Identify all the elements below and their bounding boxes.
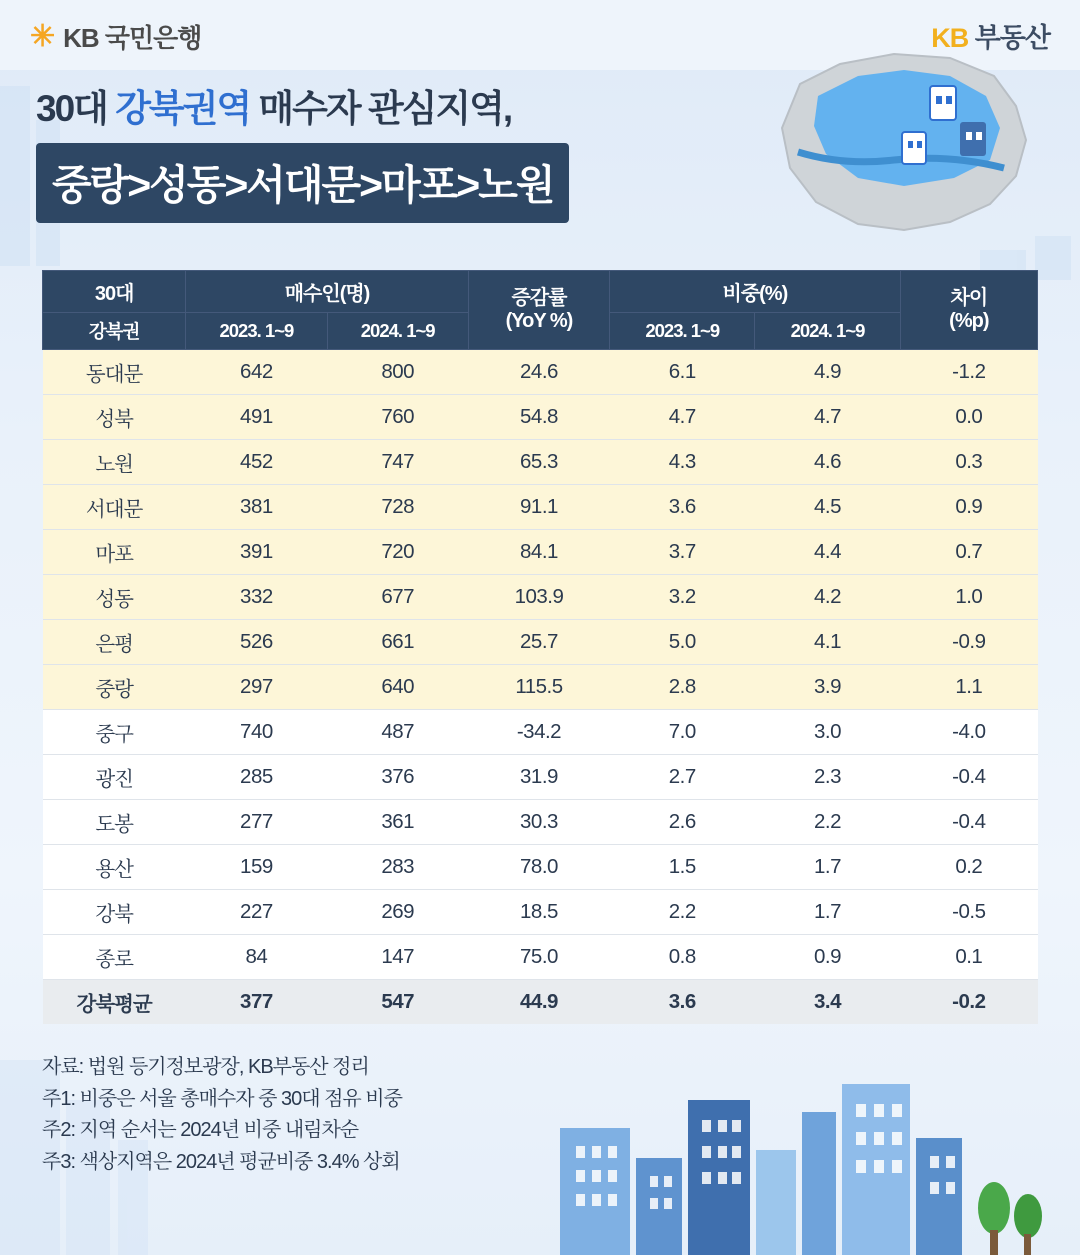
table-row <box>43 710 1038 755</box>
cell-share_2023: 2.2 <box>610 890 755 935</box>
total-cell-share_2024: 3.4 <box>755 980 900 1025</box>
cell-region: 은평 <box>43 620 186 665</box>
cell-buyers_2024: 283 <box>327 845 468 890</box>
cell-buyers_2024: 376 <box>327 755 468 800</box>
cell-buyers_2024: 728 <box>327 485 468 530</box>
th-growth <box>468 271 609 350</box>
table-row <box>43 350 1038 395</box>
note-2: 주2: 지역 순서는 2024년 비중 내림차순 <box>42 1119 359 1142</box>
total-cell-buyers_2024: 547 <box>327 980 468 1025</box>
table-row <box>43 665 1038 710</box>
cell-share_2023: 4.3 <box>610 440 755 485</box>
cell-growth: 25.7 <box>468 620 609 665</box>
cell-buyers_2023: 297 <box>186 665 327 710</box>
cell-diff: 0.7 <box>900 530 1037 575</box>
cell-growth: 78.0 <box>468 845 609 890</box>
th-region-sub: 강북권 <box>43 313 186 350</box>
cell-region: 종로 <box>43 935 186 980</box>
cell-region: 성북 <box>43 395 186 440</box>
cell-diff: -0.9 <box>900 620 1037 665</box>
cell-diff: 0.0 <box>900 395 1037 440</box>
cell-diff: 0.9 <box>900 485 1037 530</box>
cell-region: 광진 <box>43 755 186 800</box>
th-diff <box>900 271 1037 350</box>
cell-region: 성동 <box>43 575 186 620</box>
cell-diff: 0.2 <box>900 845 1037 890</box>
table-row <box>43 845 1038 890</box>
kb-star-icon: ✳ <box>30 19 56 53</box>
cell-buyers_2024: 800 <box>327 350 468 395</box>
cell-buyers_2024: 720 <box>327 530 468 575</box>
cell-growth: 115.5 <box>468 665 609 710</box>
cell-growth: 18.5 <box>468 890 609 935</box>
cell-share_2023: 3.2 <box>610 575 755 620</box>
cell-buyers_2023: 642 <box>186 350 327 395</box>
total-cell-growth: 44.9 <box>468 980 609 1025</box>
table-row <box>43 395 1038 440</box>
title-highlight: 강북권역 <box>115 88 251 129</box>
map-pin-icon-2 <box>960 122 986 156</box>
table-row <box>43 440 1038 485</box>
cell-buyers_2024: 147 <box>327 935 468 980</box>
cell-region: 중구 <box>43 710 186 755</box>
cell-share_2024: 4.6 <box>755 440 900 485</box>
cell-buyers_2023: 452 <box>186 440 327 485</box>
cell-share_2024: 4.1 <box>755 620 900 665</box>
cell-growth: 54.8 <box>468 395 609 440</box>
cell-share_2023: 0.8 <box>610 935 755 980</box>
title-part-b: 매수자 관심지역, <box>250 88 512 129</box>
th-share: 비중(%) <box>610 271 901 313</box>
cell-growth: 84.1 <box>468 530 609 575</box>
cell-share_2024: 1.7 <box>755 845 900 890</box>
table-row <box>43 530 1038 575</box>
cell-buyers_2024: 640 <box>327 665 468 710</box>
table-row <box>43 890 1038 935</box>
cell-share_2024: 2.3 <box>755 755 900 800</box>
cell-share_2024: 4.5 <box>755 485 900 530</box>
cell-diff: -0.4 <box>900 800 1037 845</box>
cell-buyers_2024: 760 <box>327 395 468 440</box>
cell-diff: 0.1 <box>900 935 1037 980</box>
map-pin-icon <box>930 86 956 120</box>
cell-buyers_2024: 747 <box>327 440 468 485</box>
th-share-2024: 2024. 1~9 <box>755 313 900 350</box>
cell-buyers_2023: 381 <box>186 485 327 530</box>
note-1: 주1: 비중은 서울 총매수자 중 30대 점유 비중 <box>42 1087 402 1110</box>
cell-share_2023: 2.8 <box>610 665 755 710</box>
skyline-illustration <box>560 1084 1042 1255</box>
table-row <box>43 800 1038 845</box>
cell-buyers_2023: 159 <box>186 845 327 890</box>
total-cell-region: 강북평균 <box>43 980 186 1025</box>
cell-buyers_2024: 487 <box>327 710 468 755</box>
kb-realestate-prefix: KB <box>931 23 969 53</box>
seoul-map-illustration <box>754 36 1044 251</box>
cell-region: 서대문 <box>43 485 186 530</box>
table-row <box>43 755 1038 800</box>
cell-region: 노원 <box>43 440 186 485</box>
kb-kookmin-bank-logo <box>30 18 201 55</box>
cell-share_2023: 1.5 <box>610 845 755 890</box>
table-head <box>43 271 1038 350</box>
th-growth-top: 증감률 <box>511 287 567 309</box>
th-diff-top: 차이 <box>950 287 988 309</box>
cell-diff: 1.0 <box>900 575 1037 620</box>
cell-diff: -4.0 <box>900 710 1037 755</box>
cell-growth: 91.1 <box>468 485 609 530</box>
cell-share_2024: 3.9 <box>755 665 900 710</box>
footnotes <box>42 1052 402 1178</box>
table-header-row-1 <box>43 271 1038 313</box>
cell-share_2023: 3.7 <box>610 530 755 575</box>
buyers-table <box>42 270 1038 1024</box>
cell-diff: 1.1 <box>900 665 1037 710</box>
cell-buyers_2024: 677 <box>327 575 468 620</box>
cell-share_2023: 2.6 <box>610 800 755 845</box>
cell-share_2023: 4.7 <box>610 395 755 440</box>
cell-share_2023: 6.1 <box>610 350 755 395</box>
title-line-2: 중랑>성동>서대문>마포>노원 <box>36 143 569 223</box>
cell-growth: 24.6 <box>468 350 609 395</box>
cell-buyers_2023: 526 <box>186 620 327 665</box>
cell-diff: -1.2 <box>900 350 1037 395</box>
cell-share_2023: 3.6 <box>610 485 755 530</box>
cell-region: 도봉 <box>43 800 186 845</box>
cell-buyers_2023: 84 <box>186 935 327 980</box>
table-row <box>43 575 1038 620</box>
cell-growth: 103.9 <box>468 575 609 620</box>
total-cell-buyers_2023: 377 <box>186 980 327 1025</box>
cell-share_2023: 2.7 <box>610 755 755 800</box>
source-note: 자료: 법원 등기정보광장, KB부동산 정리 <box>42 1056 369 1078</box>
note-3: 주3: 색상지역은 2024년 평균비중 3.4% 상회 <box>42 1150 400 1173</box>
cell-region: 중랑 <box>43 665 186 710</box>
cell-growth: 65.3 <box>468 440 609 485</box>
cell-buyers_2024: 661 <box>327 620 468 665</box>
cell-region: 마포 <box>43 530 186 575</box>
cell-growth: -34.2 <box>468 710 609 755</box>
cell-buyers_2024: 361 <box>327 800 468 845</box>
cell-buyers_2023: 277 <box>186 800 327 845</box>
th-growth-sub: (YoY %) <box>505 310 573 332</box>
table-total-row <box>43 980 1038 1025</box>
cell-growth: 30.3 <box>468 800 609 845</box>
cell-buyers_2024: 269 <box>327 890 468 935</box>
table-row <box>43 620 1038 665</box>
table-row <box>43 485 1038 530</box>
total-cell-diff: -0.2 <box>900 980 1037 1025</box>
table-body <box>43 350 1038 1025</box>
cell-share_2023: 5.0 <box>610 620 755 665</box>
th-buyers-2023: 2023. 1~9 <box>186 313 327 350</box>
cell-share_2024: 4.9 <box>755 350 900 395</box>
table-row <box>43 935 1038 980</box>
cell-diff: -0.4 <box>900 755 1037 800</box>
title-part-a: 30대 <box>36 88 116 129</box>
kb-bank-label: KB 국민은행 <box>63 23 202 53</box>
data-table-container <box>42 270 1038 1024</box>
cell-growth: 75.0 <box>468 935 609 980</box>
map-pin-icon-3 <box>902 132 926 164</box>
cell-buyers_2023: 391 <box>186 530 327 575</box>
cell-region: 동대문 <box>43 350 186 395</box>
cell-region: 용산 <box>43 845 186 890</box>
cell-buyers_2023: 491 <box>186 395 327 440</box>
cell-share_2023: 7.0 <box>610 710 755 755</box>
title-line-1 <box>36 78 776 132</box>
cell-share_2024: 4.2 <box>755 575 900 620</box>
cell-diff: -0.5 <box>900 890 1037 935</box>
th-buyers: 매수인(명) <box>186 271 469 313</box>
th-region-top: 30대 <box>43 271 186 313</box>
total-cell-share_2023: 3.6 <box>610 980 755 1025</box>
cell-buyers_2023: 227 <box>186 890 327 935</box>
th-buyers-2024: 2024. 1~9 <box>327 313 468 350</box>
cell-diff: 0.3 <box>900 440 1037 485</box>
cell-growth: 31.9 <box>468 755 609 800</box>
tree-icon <box>978 1182 1042 1255</box>
cell-buyers_2023: 332 <box>186 575 327 620</box>
th-share-2023: 2023. 1~9 <box>610 313 755 350</box>
kb-realestate-suffix: 부동산 <box>974 23 1050 53</box>
cell-share_2024: 0.9 <box>755 935 900 980</box>
cell-share_2024: 4.7 <box>755 395 900 440</box>
page-title <box>36 78 776 223</box>
cell-share_2024: 1.7 <box>755 890 900 935</box>
cell-share_2024: 2.2 <box>755 800 900 845</box>
cell-region: 강북 <box>43 890 186 935</box>
cell-buyers_2023: 285 <box>186 755 327 800</box>
cell-buyers_2023: 740 <box>186 710 327 755</box>
cell-share_2024: 3.0 <box>755 710 900 755</box>
cell-share_2024: 4.4 <box>755 530 900 575</box>
th-diff-sub: (%p) <box>949 310 989 332</box>
